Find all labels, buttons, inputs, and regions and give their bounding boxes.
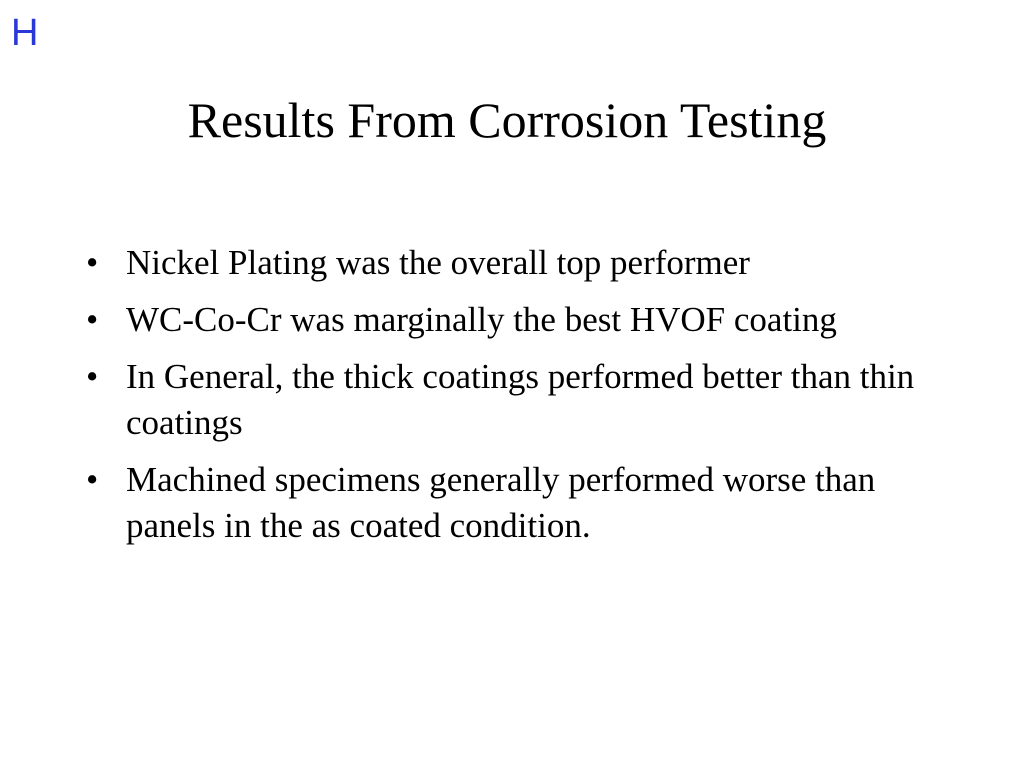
bullet-text: Nickel Plating was the overall top performer [126,243,750,282]
bullet-marker: • [86,357,99,396]
bullet-item [86,354,966,446]
bullet-marker: • [86,300,99,339]
bullet-text: In General, the thick coatings performed better than thin coatings [126,357,915,442]
bullet-list [86,240,966,560]
bullet-marker: • [86,243,99,282]
bullet-item [86,457,966,549]
bullet-text: Machined specimens generally performed worse than panels in the as coated condition. [126,460,876,545]
slide-title: Results From Corrosion Testing [187,92,827,148]
bullet-marker: • [86,460,99,499]
corner-logo: H [11,12,39,54]
bullet-text: WC-Co-Cr was marginally the best HVOF coating [126,300,837,339]
bullet-item [86,240,966,286]
bullet-item [86,297,966,343]
